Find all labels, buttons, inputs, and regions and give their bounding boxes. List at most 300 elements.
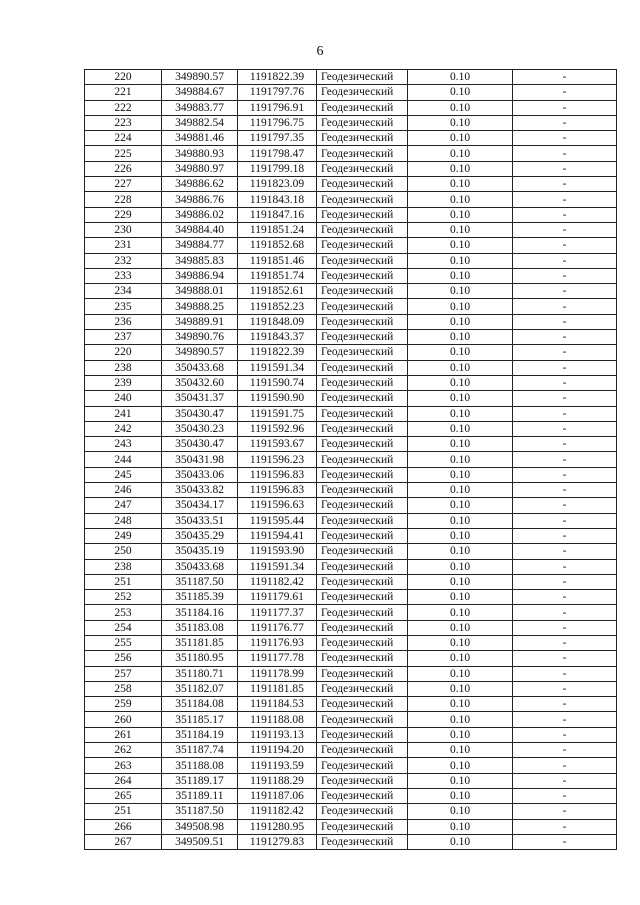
method-cell: Геодезический <box>317 268 408 283</box>
y-coordinate-cell: 1191178.99 <box>238 666 317 681</box>
y-coordinate-cell: 1191590.74 <box>238 375 317 390</box>
table-row <box>85 620 617 635</box>
table-row <box>85 788 617 803</box>
accuracy-cell: 0.10 <box>408 345 513 360</box>
y-coordinate-cell: 1191799.18 <box>238 161 317 176</box>
table-row <box>85 651 617 666</box>
method-cell: Геодезический <box>317 253 408 268</box>
y-coordinate-cell: 1191822.39 <box>238 70 317 85</box>
note-cell: - <box>513 207 617 222</box>
note-cell: - <box>513 819 617 834</box>
accuracy-cell: 0.10 <box>408 635 513 650</box>
method-cell: Геодезический <box>317 100 408 115</box>
accuracy-cell: 0.10 <box>408 697 513 712</box>
note-cell: - <box>513 375 617 390</box>
method-cell: Геодезический <box>317 788 408 803</box>
table-row <box>85 773 617 788</box>
method-cell: Геодезический <box>317 330 408 345</box>
accuracy-cell: 0.10 <box>408 177 513 192</box>
point-number-cell: 256 <box>85 651 162 666</box>
x-coordinate-cell: 351182.07 <box>162 681 238 696</box>
accuracy-cell: 0.10 <box>408 528 513 543</box>
method-cell: Геодезический <box>317 192 408 207</box>
x-coordinate-cell: 351180.95 <box>162 651 238 666</box>
note-cell: - <box>513 284 617 299</box>
accuracy-cell: 0.10 <box>408 605 513 620</box>
table-row <box>85 70 617 85</box>
x-coordinate-cell: 350435.19 <box>162 544 238 559</box>
note-cell: - <box>513 635 617 650</box>
x-coordinate-cell: 351181.85 <box>162 635 238 650</box>
y-coordinate-cell: 1191847.16 <box>238 207 317 222</box>
table-row <box>85 375 617 390</box>
y-coordinate-cell: 1191177.78 <box>238 651 317 666</box>
point-number-cell: 252 <box>85 590 162 605</box>
note-cell: - <box>513 161 617 176</box>
y-coordinate-cell: 1191591.34 <box>238 360 317 375</box>
table-row <box>85 666 617 681</box>
note-cell: - <box>513 743 617 758</box>
y-coordinate-cell: 1191596.83 <box>238 483 317 498</box>
y-coordinate-cell: 1191593.90 <box>238 544 317 559</box>
method-cell: Геодезический <box>317 605 408 620</box>
y-coordinate-cell: 1191796.91 <box>238 100 317 115</box>
y-coordinate-cell: 1191822.39 <box>238 345 317 360</box>
note-cell: - <box>513 238 617 253</box>
accuracy-cell: 0.10 <box>408 238 513 253</box>
point-number-cell: 258 <box>85 681 162 696</box>
method-cell: Геодезический <box>317 834 408 849</box>
method-cell: Геодезический <box>317 406 408 421</box>
method-cell: Геодезический <box>317 177 408 192</box>
x-coordinate-cell: 349508.98 <box>162 819 238 834</box>
point-number-cell: 267 <box>85 834 162 849</box>
x-coordinate-cell: 350432.60 <box>162 375 238 390</box>
x-coordinate-cell: 351184.08 <box>162 697 238 712</box>
accuracy-cell: 0.10 <box>408 452 513 467</box>
y-coordinate-cell: 1191182.42 <box>238 574 317 589</box>
y-coordinate-cell: 1191593.67 <box>238 437 317 452</box>
note-cell: - <box>513 528 617 543</box>
y-coordinate-cell: 1191852.23 <box>238 299 317 314</box>
method-cell: Геодезический <box>317 314 408 329</box>
point-number-cell: 243 <box>85 437 162 452</box>
table-row <box>85 85 617 100</box>
note-cell: - <box>513 222 617 237</box>
accuracy-cell: 0.10 <box>408 268 513 283</box>
method-cell: Геодезический <box>317 222 408 237</box>
table-row <box>85 819 617 834</box>
table-row <box>85 452 617 467</box>
accuracy-cell: 0.10 <box>408 360 513 375</box>
accuracy-cell: 0.10 <box>408 421 513 436</box>
method-cell: Геодезический <box>317 681 408 696</box>
table-row <box>85 421 617 436</box>
method-cell: Геодезический <box>317 360 408 375</box>
x-coordinate-cell: 349880.93 <box>162 146 238 161</box>
point-number-cell: 248 <box>85 513 162 528</box>
method-cell: Геодезический <box>317 620 408 635</box>
note-cell: - <box>513 253 617 268</box>
x-coordinate-cell: 349883.77 <box>162 100 238 115</box>
note-cell: - <box>513 620 617 635</box>
point-number-cell: 264 <box>85 773 162 788</box>
y-coordinate-cell: 1191182.42 <box>238 804 317 819</box>
table-row <box>85 437 617 452</box>
x-coordinate-cell: 351188.08 <box>162 758 238 773</box>
x-coordinate-cell: 349889.91 <box>162 314 238 329</box>
point-number-cell: 260 <box>85 712 162 727</box>
table-row <box>85 559 617 574</box>
table-row <box>85 483 617 498</box>
point-number-cell: 238 <box>85 360 162 375</box>
x-coordinate-cell: 349888.01 <box>162 284 238 299</box>
point-number-cell: 255 <box>85 635 162 650</box>
x-coordinate-cell: 349884.40 <box>162 222 238 237</box>
method-cell: Геодезический <box>317 743 408 758</box>
note-cell: - <box>513 834 617 849</box>
table-row <box>85 299 617 314</box>
note-cell: - <box>513 268 617 283</box>
note-cell: - <box>513 773 617 788</box>
accuracy-cell: 0.10 <box>408 131 513 146</box>
x-coordinate-cell: 349888.25 <box>162 299 238 314</box>
point-number-cell: 235 <box>85 299 162 314</box>
accuracy-cell: 0.10 <box>408 743 513 758</box>
point-number-cell: 237 <box>85 330 162 345</box>
accuracy-cell: 0.10 <box>408 192 513 207</box>
method-cell: Геодезический <box>317 544 408 559</box>
x-coordinate-cell: 350430.47 <box>162 437 238 452</box>
accuracy-cell: 0.10 <box>408 330 513 345</box>
point-number-cell: 262 <box>85 743 162 758</box>
y-coordinate-cell: 1191591.75 <box>238 406 317 421</box>
method-cell: Геодезический <box>317 299 408 314</box>
x-coordinate-cell: 349881.46 <box>162 131 238 146</box>
note-cell: - <box>513 421 617 436</box>
method-cell: Геодезический <box>317 375 408 390</box>
x-coordinate-cell: 349886.94 <box>162 268 238 283</box>
method-cell: Геодезический <box>317 590 408 605</box>
table-row <box>85 574 617 589</box>
point-number-cell: 228 <box>85 192 162 207</box>
accuracy-cell: 0.10 <box>408 483 513 498</box>
y-coordinate-cell: 1191851.74 <box>238 268 317 283</box>
point-number-cell: 230 <box>85 222 162 237</box>
y-coordinate-cell: 1191843.18 <box>238 192 317 207</box>
accuracy-cell: 0.10 <box>408 590 513 605</box>
note-cell: - <box>513 483 617 498</box>
point-number-cell: 227 <box>85 177 162 192</box>
note-cell: - <box>513 115 617 130</box>
point-number-cell: 257 <box>85 666 162 681</box>
x-coordinate-cell: 350431.98 <box>162 452 238 467</box>
point-number-cell: 233 <box>85 268 162 283</box>
accuracy-cell: 0.10 <box>408 788 513 803</box>
y-coordinate-cell: 1191590.90 <box>238 391 317 406</box>
x-coordinate-cell: 350433.06 <box>162 467 238 482</box>
y-coordinate-cell: 1191596.63 <box>238 498 317 513</box>
method-cell: Геодезический <box>317 635 408 650</box>
y-coordinate-cell: 1191181.85 <box>238 681 317 696</box>
point-number-cell: 238 <box>85 559 162 574</box>
method-cell: Геодезический <box>317 513 408 528</box>
x-coordinate-cell: 351187.50 <box>162 804 238 819</box>
accuracy-cell: 0.10 <box>408 70 513 85</box>
table-row <box>85 635 617 650</box>
note-cell: - <box>513 605 617 620</box>
table-row <box>85 513 617 528</box>
x-coordinate-cell: 351187.50 <box>162 574 238 589</box>
point-number-cell: 261 <box>85 727 162 742</box>
table-row <box>85 834 617 849</box>
note-cell: - <box>513 452 617 467</box>
x-coordinate-cell: 351183.08 <box>162 620 238 635</box>
table-row <box>85 177 617 192</box>
point-number-cell: 232 <box>85 253 162 268</box>
y-coordinate-cell: 1191591.34 <box>238 559 317 574</box>
point-number-cell: 231 <box>85 238 162 253</box>
point-number-cell: 226 <box>85 161 162 176</box>
table-row <box>85 590 617 605</box>
accuracy-cell: 0.10 <box>408 146 513 161</box>
accuracy-cell: 0.10 <box>408 284 513 299</box>
note-cell: - <box>513 467 617 482</box>
note-cell: - <box>513 712 617 727</box>
accuracy-cell: 0.10 <box>408 758 513 773</box>
point-number-cell: 265 <box>85 788 162 803</box>
x-coordinate-cell: 351184.19 <box>162 727 238 742</box>
y-coordinate-cell: 1191179.61 <box>238 590 317 605</box>
y-coordinate-cell: 1191187.06 <box>238 788 317 803</box>
method-cell: Геодезический <box>317 284 408 299</box>
x-coordinate-cell: 350433.68 <box>162 360 238 375</box>
accuracy-cell: 0.10 <box>408 375 513 390</box>
note-cell: - <box>513 727 617 742</box>
point-number-cell: 263 <box>85 758 162 773</box>
accuracy-cell: 0.10 <box>408 253 513 268</box>
x-coordinate-cell: 349884.77 <box>162 238 238 253</box>
y-coordinate-cell: 1191596.23 <box>238 452 317 467</box>
x-coordinate-cell: 349885.83 <box>162 253 238 268</box>
point-number-cell: 220 <box>85 70 162 85</box>
y-coordinate-cell: 1191280.95 <box>238 819 317 834</box>
point-number-cell: 220 <box>85 345 162 360</box>
point-number-cell: 244 <box>85 452 162 467</box>
accuracy-cell: 0.10 <box>408 299 513 314</box>
x-coordinate-cell: 349886.02 <box>162 207 238 222</box>
y-coordinate-cell: 1191279.83 <box>238 834 317 849</box>
method-cell: Геодезический <box>317 345 408 360</box>
method-cell: Геодезический <box>317 651 408 666</box>
table-row <box>85 498 617 513</box>
accuracy-cell: 0.10 <box>408 804 513 819</box>
y-coordinate-cell: 1191843.37 <box>238 330 317 345</box>
table-row <box>85 758 617 773</box>
y-coordinate-cell: 1191194.20 <box>238 743 317 758</box>
y-coordinate-cell: 1191177.37 <box>238 605 317 620</box>
y-coordinate-cell: 1191823.09 <box>238 177 317 192</box>
x-coordinate-cell: 350435.29 <box>162 528 238 543</box>
accuracy-cell: 0.10 <box>408 834 513 849</box>
y-coordinate-cell: 1191193.13 <box>238 727 317 742</box>
point-number-cell: 245 <box>85 467 162 482</box>
table-row <box>85 207 617 222</box>
y-coordinate-cell: 1191848.09 <box>238 314 317 329</box>
accuracy-cell: 0.10 <box>408 498 513 513</box>
accuracy-cell: 0.10 <box>408 544 513 559</box>
coordinates-table <box>84 69 617 850</box>
x-coordinate-cell: 351187.74 <box>162 743 238 758</box>
point-number-cell: 221 <box>85 85 162 100</box>
accuracy-cell: 0.10 <box>408 85 513 100</box>
x-coordinate-cell: 349509.51 <box>162 834 238 849</box>
x-coordinate-cell: 350433.68 <box>162 559 238 574</box>
accuracy-cell: 0.10 <box>408 314 513 329</box>
method-cell: Геодезический <box>317 666 408 681</box>
table-row <box>85 528 617 543</box>
table-row <box>85 192 617 207</box>
table-row <box>85 544 617 559</box>
y-coordinate-cell: 1191596.83 <box>238 467 317 482</box>
x-coordinate-cell: 351185.39 <box>162 590 238 605</box>
accuracy-cell: 0.10 <box>408 666 513 681</box>
note-cell: - <box>513 146 617 161</box>
note-cell: - <box>513 360 617 375</box>
point-number-cell: 242 <box>85 421 162 436</box>
note-cell: - <box>513 177 617 192</box>
note-cell: - <box>513 651 617 666</box>
method-cell: Геодезический <box>317 804 408 819</box>
table-row <box>85 314 617 329</box>
method-cell: Геодезический <box>317 115 408 130</box>
y-coordinate-cell: 1191851.46 <box>238 253 317 268</box>
x-coordinate-cell: 349886.62 <box>162 177 238 192</box>
method-cell: Геодезический <box>317 238 408 253</box>
y-coordinate-cell: 1191592.96 <box>238 421 317 436</box>
table-row <box>85 284 617 299</box>
point-number-cell: 251 <box>85 804 162 819</box>
x-coordinate-cell: 349890.57 <box>162 345 238 360</box>
point-number-cell: 246 <box>85 483 162 498</box>
note-cell: - <box>513 804 617 819</box>
point-number-cell: 222 <box>85 100 162 115</box>
note-cell: - <box>513 559 617 574</box>
y-coordinate-cell: 1191796.75 <box>238 115 317 130</box>
y-coordinate-cell: 1191798.47 <box>238 146 317 161</box>
y-coordinate-cell: 1191851.24 <box>238 222 317 237</box>
y-coordinate-cell: 1191176.77 <box>238 620 317 635</box>
table-row <box>85 330 617 345</box>
method-cell: Геодезический <box>317 146 408 161</box>
method-cell: Геодезический <box>317 528 408 543</box>
method-cell: Геодезический <box>317 819 408 834</box>
accuracy-cell: 0.10 <box>408 712 513 727</box>
note-cell: - <box>513 758 617 773</box>
accuracy-cell: 0.10 <box>408 391 513 406</box>
method-cell: Геодезический <box>317 697 408 712</box>
accuracy-cell: 0.10 <box>408 467 513 482</box>
accuracy-cell: 0.10 <box>408 773 513 788</box>
point-number-cell: 224 <box>85 131 162 146</box>
accuracy-cell: 0.10 <box>408 727 513 742</box>
x-coordinate-cell: 350430.23 <box>162 421 238 436</box>
table-row <box>85 391 617 406</box>
x-coordinate-cell: 351189.11 <box>162 788 238 803</box>
y-coordinate-cell: 1191188.08 <box>238 712 317 727</box>
accuracy-cell: 0.10 <box>408 559 513 574</box>
x-coordinate-cell: 349884.67 <box>162 85 238 100</box>
x-coordinate-cell: 351180.71 <box>162 666 238 681</box>
note-cell: - <box>513 330 617 345</box>
note-cell: - <box>513 544 617 559</box>
note-cell: - <box>513 131 617 146</box>
x-coordinate-cell: 351189.17 <box>162 773 238 788</box>
x-coordinate-cell: 350433.82 <box>162 483 238 498</box>
accuracy-cell: 0.10 <box>408 161 513 176</box>
accuracy-cell: 0.10 <box>408 437 513 452</box>
note-cell: - <box>513 513 617 528</box>
page-number: 6 <box>316 44 324 59</box>
accuracy-cell: 0.10 <box>408 819 513 834</box>
point-number-cell: 236 <box>85 314 162 329</box>
table-row <box>85 467 617 482</box>
note-cell: - <box>513 498 617 513</box>
point-number-cell: 254 <box>85 620 162 635</box>
table-row <box>85 727 617 742</box>
y-coordinate-cell: 1191176.93 <box>238 635 317 650</box>
method-cell: Геодезический <box>317 758 408 773</box>
point-number-cell: 223 <box>85 115 162 130</box>
method-cell: Геодезический <box>317 712 408 727</box>
note-cell: - <box>513 70 617 85</box>
point-number-cell: 225 <box>85 146 162 161</box>
table-row <box>85 100 617 115</box>
note-cell: - <box>513 697 617 712</box>
accuracy-cell: 0.10 <box>408 100 513 115</box>
accuracy-cell: 0.10 <box>408 406 513 421</box>
method-cell: Геодезический <box>317 207 408 222</box>
table-row <box>85 804 617 819</box>
accuracy-cell: 0.10 <box>408 115 513 130</box>
point-number-cell: 239 <box>85 375 162 390</box>
table-row <box>85 712 617 727</box>
method-cell: Геодезический <box>317 467 408 482</box>
note-cell: - <box>513 299 617 314</box>
method-cell: Геодезический <box>317 773 408 788</box>
method-cell: Геодезический <box>317 161 408 176</box>
table-row <box>85 115 617 130</box>
note-cell: - <box>513 574 617 589</box>
note-cell: - <box>513 406 617 421</box>
y-coordinate-cell: 1191184.53 <box>238 697 317 712</box>
y-coordinate-cell: 1191188.29 <box>238 773 317 788</box>
x-coordinate-cell: 349890.76 <box>162 330 238 345</box>
point-number-cell: 241 <box>85 406 162 421</box>
note-cell: - <box>513 590 617 605</box>
x-coordinate-cell: 349880.97 <box>162 161 238 176</box>
x-coordinate-cell: 350430.47 <box>162 406 238 421</box>
y-coordinate-cell: 1191594.41 <box>238 528 317 543</box>
y-coordinate-cell: 1191193.59 <box>238 758 317 773</box>
table-row <box>85 238 617 253</box>
x-coordinate-cell: 351185.17 <box>162 712 238 727</box>
method-cell: Геодезический <box>317 483 408 498</box>
point-number-cell: 240 <box>85 391 162 406</box>
accuracy-cell: 0.10 <box>408 513 513 528</box>
point-number-cell: 251 <box>85 574 162 589</box>
method-cell: Геодезический <box>317 391 408 406</box>
